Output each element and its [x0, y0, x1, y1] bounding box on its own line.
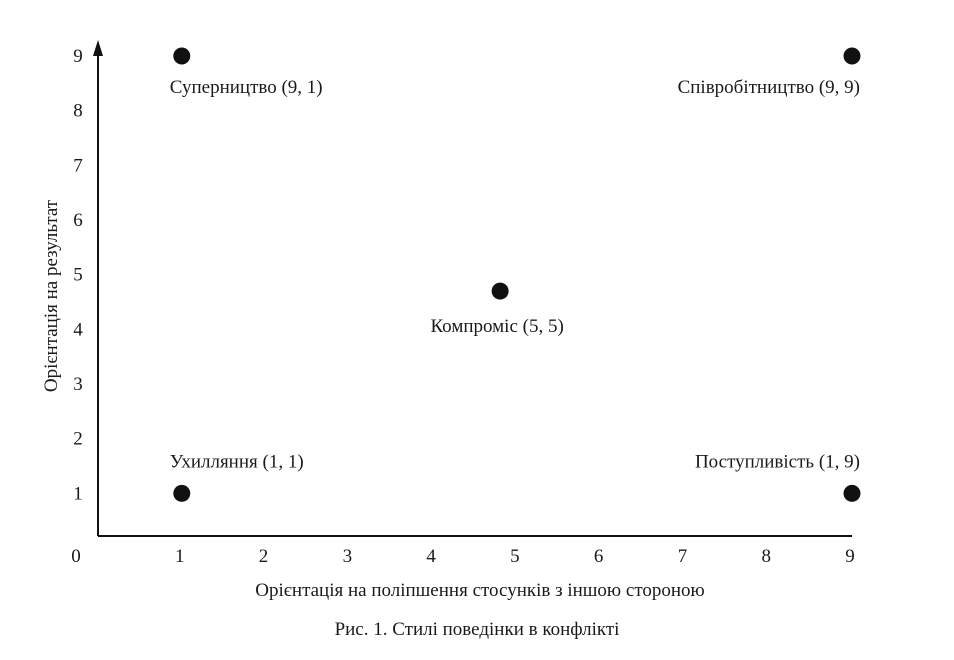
data-point-label: Компроміс (5, 5) [430, 316, 564, 338]
y-tick-label: 7 [73, 155, 83, 177]
x-tick-label: 4 [426, 546, 436, 567]
data-point [173, 48, 190, 65]
figure-caption: Рис. 1. Стилі поведінки в конфлікті [334, 619, 620, 640]
x-tick-label: 8 [761, 546, 771, 567]
y-axis-arrow [93, 40, 103, 56]
y-tick-label: 4 [73, 319, 83, 341]
data-point [173, 485, 190, 502]
y-tick-label: 2 [73, 428, 83, 450]
x-tick-label: 2 [258, 546, 269, 567]
data-point [844, 48, 861, 65]
x-tick-labels [175, 546, 855, 567]
y-tick-labels [73, 46, 83, 504]
origin-label: 0 [71, 546, 81, 567]
y-tick-label: 3 [73, 374, 83, 395]
x-tick-label: 3 [342, 546, 353, 567]
x-tick-label: 7 [677, 546, 688, 567]
y-tick-label: 5 [73, 264, 83, 286]
data-point [844, 485, 861, 502]
y-tick-label: 8 [73, 100, 83, 122]
data-point [492, 283, 509, 300]
y-tick-label: 9 [73, 46, 83, 67]
data-point-label: Суперництво (9, 1) [169, 77, 323, 98]
x-axis-title: Орієнтація на поліпшення стосунків з іншою стороною [255, 580, 705, 601]
data-point-label: Ухилляння (1, 1) [169, 451, 304, 473]
x-tick-label: 5 [510, 546, 520, 567]
y-tick-label: 1 [73, 483, 83, 505]
data-point-label: Поступливість (1, 9) [694, 451, 860, 473]
x-tick-label: 6 [593, 546, 604, 567]
x-tick-label: 9 [845, 546, 855, 567]
x-tick-label: 1 [175, 546, 185, 567]
data-points [170, 48, 861, 502]
y-axis-title: Орієнтація на результат [41, 199, 62, 393]
y-tick-label: 6 [73, 210, 83, 231]
data-point-label: Співробітництво (9, 9) [677, 77, 860, 98]
